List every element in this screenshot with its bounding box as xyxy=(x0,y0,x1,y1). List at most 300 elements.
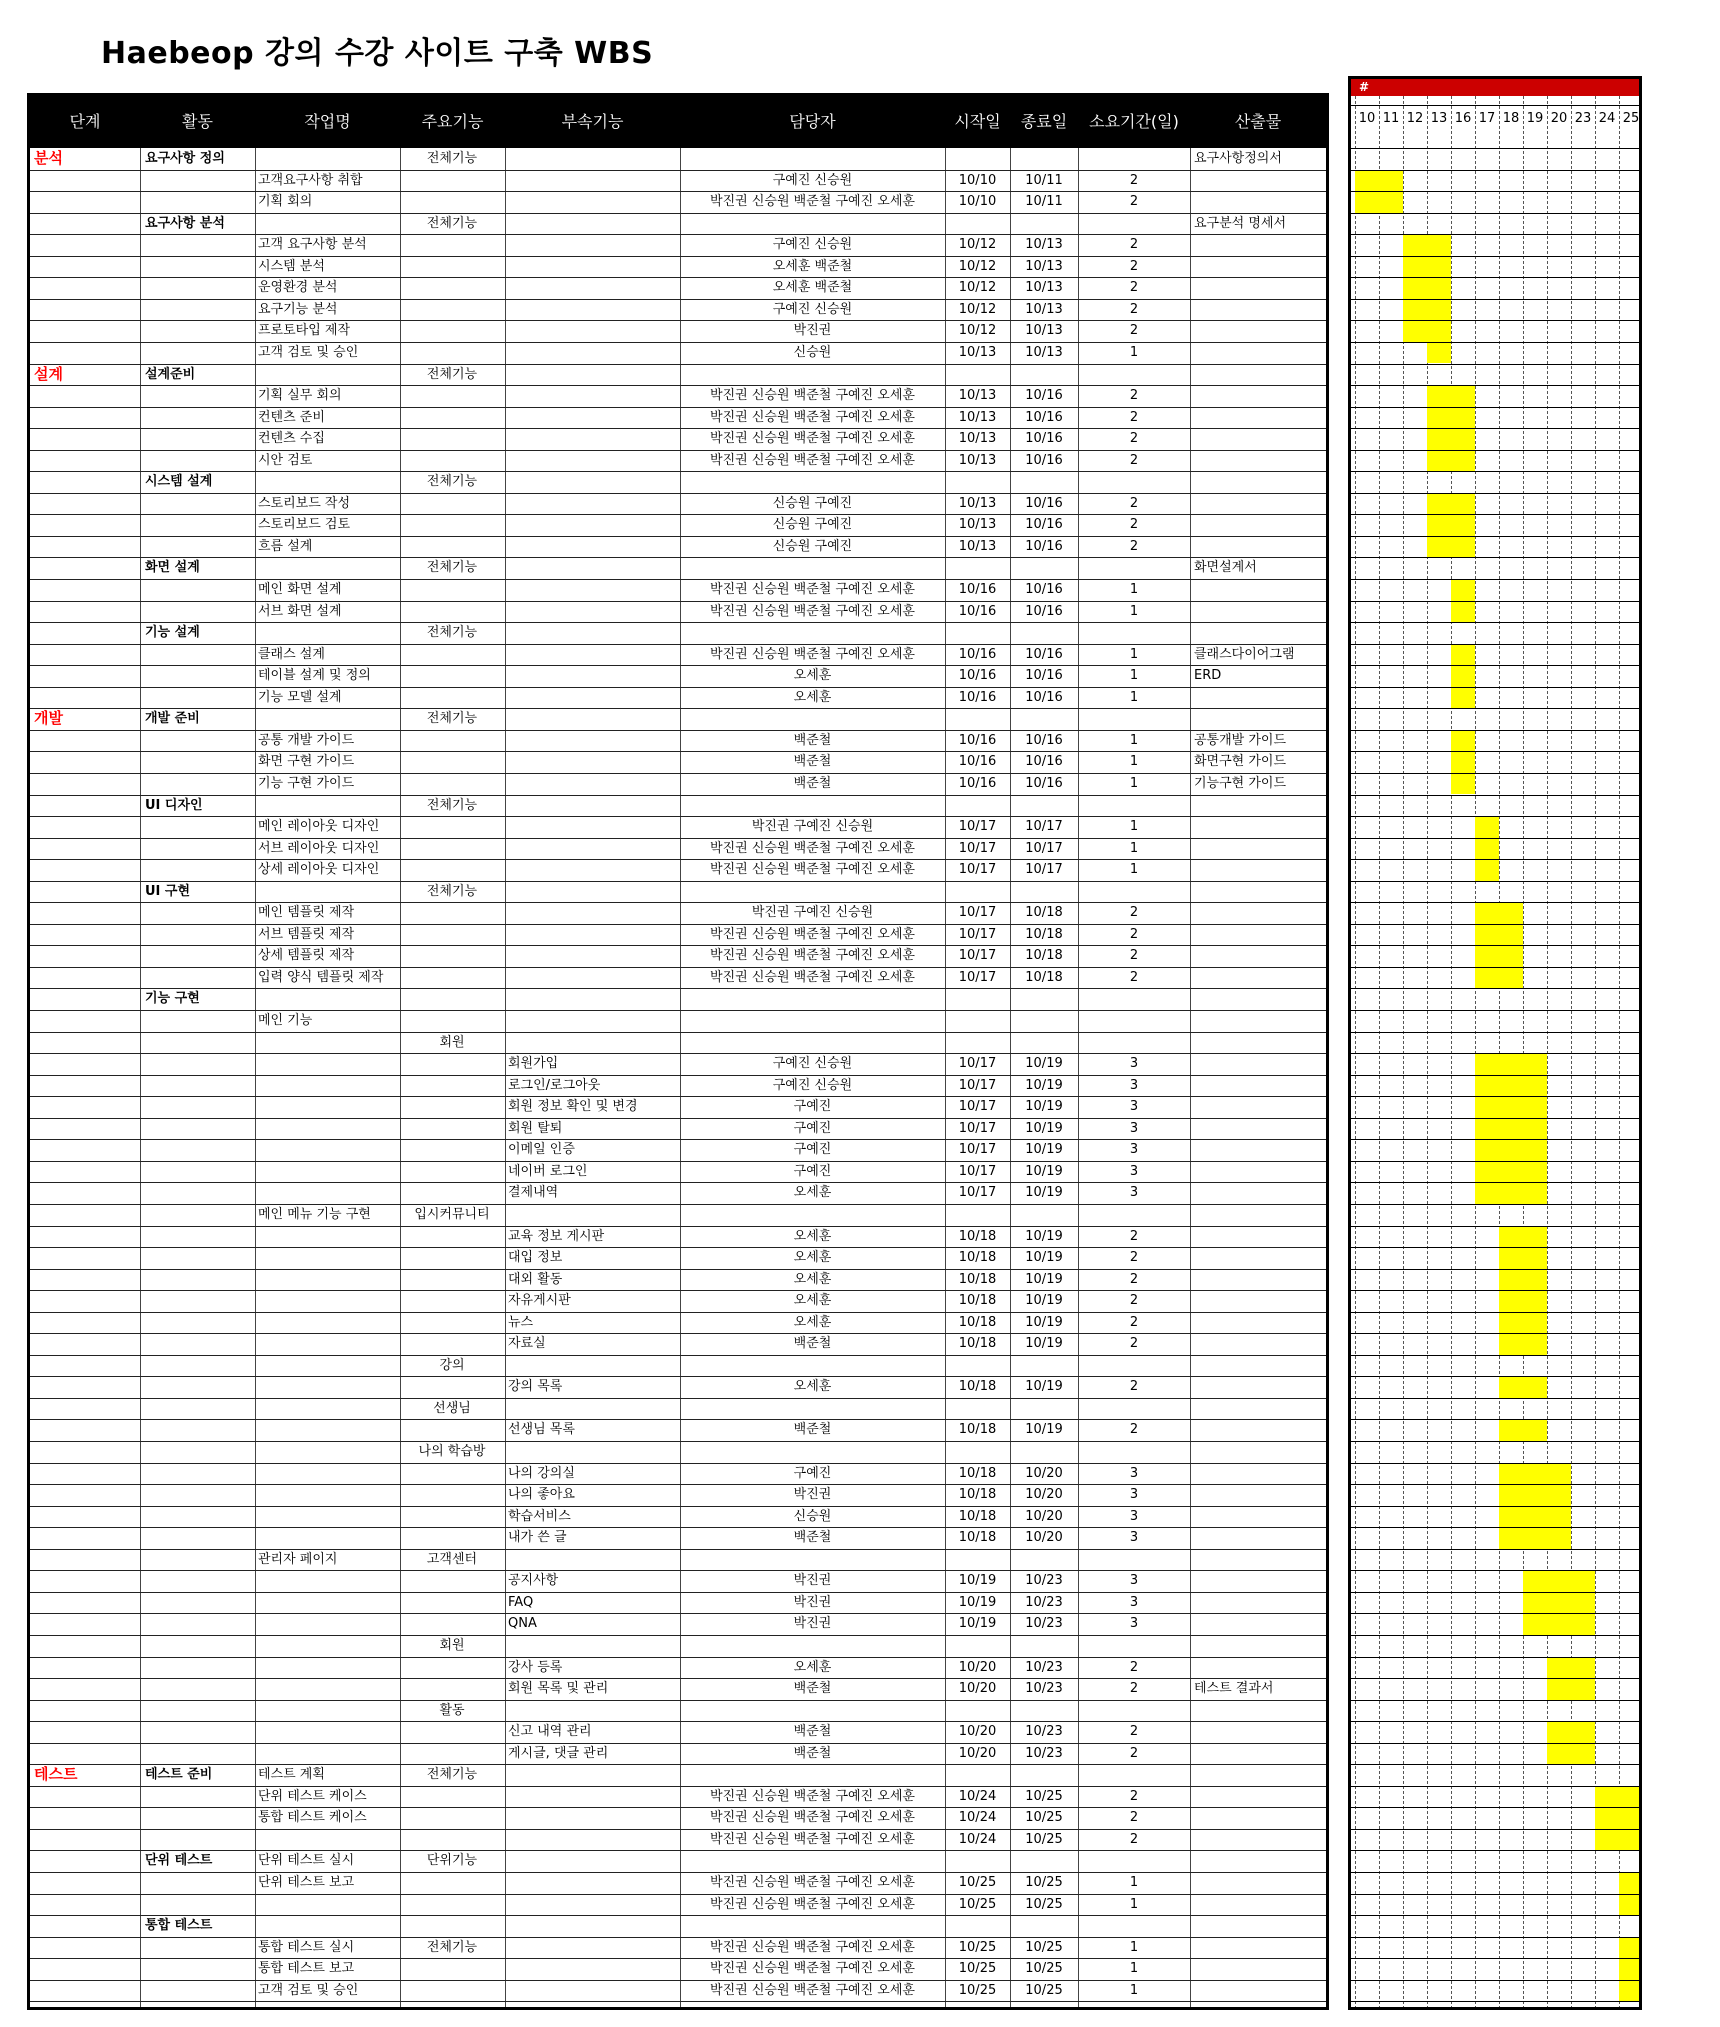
cell-sub: 신고 내역 관리 xyxy=(508,1724,592,1740)
gantt-row-line xyxy=(1351,1549,1639,1550)
row-divider xyxy=(30,1355,1326,1356)
cell-task: 단위 테스트 실시 xyxy=(258,1853,355,1869)
cell-sub: 로그인/로그아웃 xyxy=(508,1077,601,1093)
cell-dur: 2 xyxy=(1129,948,1139,964)
cell-dur: 1 xyxy=(1129,732,1139,748)
cell-sub: 회원 목록 및 관리 xyxy=(508,1681,609,1697)
gantt-row-line xyxy=(1351,1290,1639,1291)
cell-owner: 오세훈 xyxy=(793,1379,832,1395)
cell-end: 10/17 xyxy=(1025,862,1063,878)
cell-end: 10/16 xyxy=(1025,732,1063,748)
cell-dur: 2 xyxy=(1129,926,1139,942)
gantt-row-line xyxy=(1351,644,1639,645)
cell-output: 공통개발 가이드 xyxy=(1194,732,1287,748)
gantt-day-label: 24 xyxy=(1598,111,1616,126)
cell-start: 10/17 xyxy=(958,905,997,921)
gantt-task-bar xyxy=(1451,752,1475,773)
cell-start: 10/16 xyxy=(958,689,997,705)
cell-output: 테스트 결과서 xyxy=(1194,1681,1274,1697)
cell-dur: 2 xyxy=(1129,495,1139,511)
cell-end: 10/13 xyxy=(1025,323,1063,339)
cell-owner: 박진권 신승원 백준철 구예진 오세훈 xyxy=(710,969,915,985)
cell-sub: 게시글, 댓글 관리 xyxy=(508,1745,609,1761)
cell-end: 10/13 xyxy=(1025,280,1063,296)
gantt-task-bar xyxy=(1427,429,1475,450)
gantt-row-line xyxy=(1351,579,1639,580)
cell-start: 10/24 xyxy=(958,1788,997,1804)
cell-task: 기능 구현 가이드 xyxy=(258,775,355,791)
cell-task: 통합 테스트 실시 xyxy=(258,1939,355,1955)
gantt-task-bar xyxy=(1475,839,1499,860)
cell-task: 메인 화면 설계 xyxy=(258,582,342,597)
cell-owner: 구예진 xyxy=(793,1120,832,1136)
gantt-task-bar xyxy=(1499,1420,1547,1441)
cell-owner: 박진권 신승원 백준철 구예진 오세훈 xyxy=(710,1982,915,1998)
gantt-row-line xyxy=(1351,234,1639,235)
cell-dur: 2 xyxy=(1129,409,1139,425)
gantt-row-line xyxy=(1351,1506,1639,1507)
header-sub-function: 부속기능 xyxy=(561,112,624,131)
cell-start: 10/18 xyxy=(958,1530,997,1546)
gantt-row-line xyxy=(1351,622,1639,623)
cell-dur: 3 xyxy=(1129,1163,1139,1179)
cell-dur: 3 xyxy=(1129,1487,1139,1503)
cell-sub: FAQ xyxy=(508,1594,534,1610)
gantt-task-bar xyxy=(1427,343,1451,364)
cell-activity: 기능 설계 xyxy=(145,625,200,641)
cell-end: 10/16 xyxy=(1025,495,1063,511)
gantt-task-bar xyxy=(1475,1054,1547,1075)
cell-output: 클래스다이어그램 xyxy=(1194,646,1295,662)
gantt-task-bar xyxy=(1475,1097,1547,1118)
gantt-row-line xyxy=(1351,1463,1639,1464)
cell-sub: 회원가입 xyxy=(508,1056,559,1072)
cell-dur: 2 xyxy=(1129,1831,1139,1847)
gantt-day-label: 17 xyxy=(1478,111,1496,126)
gantt-row-line xyxy=(1351,1894,1639,1895)
row-divider xyxy=(30,1635,1326,1636)
cell-dur: 3 xyxy=(1129,1142,1139,1158)
header-end: 종료일 xyxy=(1020,112,1068,131)
cell-owner: 오세훈 xyxy=(793,689,832,705)
cell-start: 10/16 xyxy=(958,754,997,770)
cell-task: 고객 검토 및 승인 xyxy=(258,1982,359,1998)
gantt-task-bar xyxy=(1499,1507,1571,1528)
cell-task: 서브 화면 설계 xyxy=(258,603,342,619)
cell-end: 10/20 xyxy=(1025,1530,1063,1546)
gantt-row-line xyxy=(1351,1937,1639,1938)
cell-sub: 대외 활동 xyxy=(508,1271,563,1287)
gantt-task-bar xyxy=(1403,278,1451,299)
gantt-task-bar xyxy=(1475,1183,1547,1204)
cell-owner: 구예진 xyxy=(793,1142,832,1158)
cell-task: 고객 요구사항 분석 xyxy=(258,237,367,253)
gantt-row-line xyxy=(1351,1312,1639,1313)
cell-start: 10/13 xyxy=(958,344,997,360)
header-task: 작업명 xyxy=(304,112,351,131)
cell-end: 10/16 xyxy=(1025,646,1063,662)
cell-dur: 3 xyxy=(1129,1616,1139,1632)
gantt-day-label: 10 xyxy=(1358,111,1376,126)
cell-dur: 3 xyxy=(1129,1099,1139,1115)
cell-owner: 오세훈 백준철 xyxy=(772,280,853,296)
cell-sub: 회원 정보 확인 및 변경 xyxy=(508,1099,638,1115)
cell-sub: 자유게시판 xyxy=(508,1293,571,1309)
gantt-row-line xyxy=(1351,1678,1639,1679)
cell-start: 10/20 xyxy=(958,1724,997,1740)
cell-end: 10/19 xyxy=(1025,1379,1063,1395)
cell-start: 10/17 xyxy=(958,1163,997,1179)
gantt-task-bar xyxy=(1523,1614,1595,1635)
cell-start: 10/13 xyxy=(958,409,997,425)
cell-dur: 1 xyxy=(1129,668,1139,684)
cell-start: 10/19 xyxy=(958,1573,997,1589)
gantt-row-line xyxy=(1351,1635,1639,1636)
cell-dur: 2 xyxy=(1129,1659,1139,1675)
cell-start: 10/12 xyxy=(958,258,997,274)
cell-start: 10/17 xyxy=(958,819,997,835)
gantt-task-bar xyxy=(1499,1291,1547,1312)
cell-owner: 구예진 신승원 xyxy=(772,301,853,317)
cell-task: 테이블 설계 및 정의 xyxy=(258,668,371,684)
cell-end: 10/20 xyxy=(1025,1465,1063,1481)
cell-task: 기획 실무 회의 xyxy=(258,388,342,404)
cell-dur: 2 xyxy=(1129,388,1139,404)
cell-start: 10/16 xyxy=(958,646,997,662)
gantt-row-line xyxy=(1351,1570,1639,1571)
cell-main: 회원 xyxy=(439,1034,465,1050)
cell-task: 메인 레이아웃 디자인 xyxy=(258,819,380,835)
cell-owner: 박진권 신승원 백준철 구예진 오세훈 xyxy=(710,948,915,964)
gantt-task-bar xyxy=(1595,1787,1642,1808)
gantt-task-bar xyxy=(1499,1313,1547,1334)
gantt-task-bar xyxy=(1451,666,1475,687)
cell-output: 화면설계서 xyxy=(1194,560,1257,576)
cell-dur: 1 xyxy=(1129,862,1139,878)
cell-dur: 2 xyxy=(1129,301,1139,317)
cell-main: 전체기능 xyxy=(426,560,478,576)
row-divider xyxy=(30,2001,1326,2002)
cell-task: 서브 레이아웃 디자인 xyxy=(258,840,380,856)
gantt-task-bar xyxy=(1475,1119,1547,1140)
cell-task: 단위 테스트 케이스 xyxy=(258,1788,367,1804)
cell-start: 10/12 xyxy=(958,301,997,317)
cell-owner: 신승원 xyxy=(793,344,832,360)
cell-start: 10/17 xyxy=(958,1077,997,1093)
cell-activity: 화면 설계 xyxy=(145,560,200,576)
gantt-task-bar xyxy=(1475,946,1523,967)
cell-owner: 오세훈 백준철 xyxy=(772,258,853,274)
cell-end: 10/23 xyxy=(1025,1594,1063,1610)
cell-end: 10/16 xyxy=(1025,431,1063,447)
cell-end: 10/18 xyxy=(1025,926,1063,942)
cell-start: 10/18 xyxy=(958,1271,997,1287)
cell-owner: 구예진 신승원 xyxy=(772,172,853,188)
cell-end: 10/19 xyxy=(1025,1142,1063,1158)
cell-start: 10/10 xyxy=(958,172,997,188)
gantt-task-bar xyxy=(1619,1938,1642,1959)
cell-dur: 2 xyxy=(1129,194,1139,210)
gantt-row-line xyxy=(1351,1958,1639,1959)
cell-end: 10/16 xyxy=(1025,775,1063,791)
gantt-task-bar xyxy=(1499,1248,1547,1269)
cell-end: 10/25 xyxy=(1025,1810,1063,1826)
gantt-row-line xyxy=(1351,708,1639,709)
cell-owner: 구예진 신승원 xyxy=(772,1056,853,1072)
gantt-task-bar xyxy=(1547,1722,1595,1743)
gantt-row-line xyxy=(1351,1743,1639,1744)
cell-owner: 오세훈 xyxy=(793,1659,832,1675)
cell-task: 시스템 분석 xyxy=(258,258,325,274)
cell-end: 10/23 xyxy=(1025,1659,1063,1675)
cell-start: 10/17 xyxy=(958,1185,997,1201)
gantt-task-bar xyxy=(1427,515,1475,536)
cell-end: 10/16 xyxy=(1025,409,1063,425)
gantt-task-bar xyxy=(1499,1227,1547,1248)
cell-owner: 오세훈 xyxy=(793,1228,832,1244)
gantt-row-line xyxy=(1351,557,1639,558)
cell-task: 컨텐츠 수집 xyxy=(258,431,325,447)
cell-dur: 3 xyxy=(1129,1056,1139,1072)
cell-owner: 박진권 신승원 백준철 구예진 오세훈 xyxy=(710,409,915,425)
cell-end: 10/25 xyxy=(1025,1875,1063,1890)
cell-owner: 박진권 신승원 백준철 구예진 오세훈 xyxy=(710,431,915,447)
cell-start: 10/19 xyxy=(958,1594,997,1610)
cell-dur: 2 xyxy=(1129,258,1139,274)
gantt-row-line xyxy=(1351,299,1639,300)
cell-start: 10/18 xyxy=(958,1487,997,1503)
cell-end: 10/17 xyxy=(1025,819,1063,835)
gantt-task-bar xyxy=(1427,408,1475,429)
cell-end: 10/25 xyxy=(1025,1788,1063,1804)
cell-dur: 3 xyxy=(1129,1508,1139,1524)
gantt-row-line xyxy=(1351,730,1639,731)
cell-task: 고객요구사항 취합 xyxy=(258,172,363,188)
cell-start: 10/25 xyxy=(958,1982,997,1998)
cell-dur: 3 xyxy=(1129,1465,1139,1481)
header-phase: 단계 xyxy=(69,112,101,131)
cell-task: 고객 검토 및 승인 xyxy=(258,344,359,360)
gantt-task-bar xyxy=(1523,1571,1595,1592)
cell-owner: 박진권 신승원 백준철 구예진 오세훈 xyxy=(710,1831,915,1847)
gantt-task-bar xyxy=(1403,300,1451,321)
cell-start: 10/10 xyxy=(958,194,997,210)
cell-end: 10/16 xyxy=(1025,668,1063,684)
row-divider xyxy=(30,1549,1326,1550)
cell-main: 전체기능 xyxy=(426,711,478,727)
cell-end: 10/20 xyxy=(1025,1508,1063,1524)
cell-task: 관리자 페이지 xyxy=(258,1551,338,1567)
gantt-row-line xyxy=(1351,342,1639,343)
cell-owner: 오세훈 xyxy=(793,1314,832,1330)
cell-owner: 오세훈 xyxy=(793,1293,832,1309)
cell-dur: 3 xyxy=(1129,1077,1139,1093)
cell-start: 10/13 xyxy=(958,452,997,468)
cell-task: 통합 테스트 보고 xyxy=(258,1961,355,1977)
cell-owner: 박진권 신승원 백준철 구예진 오세훈 xyxy=(710,388,915,404)
gantt-row-line xyxy=(1351,450,1639,451)
cell-dur: 3 xyxy=(1129,1120,1139,1136)
cell-end: 10/18 xyxy=(1025,969,1063,985)
cell-start: 10/17 xyxy=(958,840,997,856)
gantt-row-line xyxy=(1351,2001,1639,2002)
gantt-task-bar xyxy=(1499,1485,1571,1506)
cell-dur: 2 xyxy=(1129,1810,1139,1826)
cell-dur: 1 xyxy=(1129,754,1139,770)
cell-start: 10/12 xyxy=(958,280,997,296)
cell-phase: 테스트 xyxy=(34,1765,78,1784)
cell-output: 기능구현 가이드 xyxy=(1194,775,1287,791)
cell-end: 10/11 xyxy=(1025,172,1063,188)
gantt-row-line xyxy=(1351,881,1639,882)
cell-end: 10/19 xyxy=(1025,1250,1063,1266)
gantt-task-bar xyxy=(1355,192,1403,213)
gantt-row-line xyxy=(1351,514,1639,515)
column-divider xyxy=(400,148,401,2007)
cell-dur: 2 xyxy=(1129,237,1139,253)
cell-activity: 테스트 준비 xyxy=(145,1767,213,1783)
cell-task: 테스트 계획 xyxy=(258,1767,325,1783)
cell-end: 10/19 xyxy=(1025,1228,1063,1244)
cell-start: 10/16 xyxy=(958,775,997,791)
gantt-task-bar xyxy=(1427,451,1475,472)
gantt-row-line xyxy=(1351,1376,1639,1377)
gantt-row-line xyxy=(1351,428,1639,429)
gantt-task-bar xyxy=(1595,1808,1642,1829)
gantt-row-line xyxy=(1351,1657,1639,1658)
gantt-task-bar xyxy=(1619,1959,1642,1980)
gantt-marker: # xyxy=(1359,80,1370,94)
cell-owner: 백준철 xyxy=(793,1422,832,1438)
cell-owner: 구예진 xyxy=(793,1099,832,1115)
cell-owner: 박진권 신승원 백준철 구예진 오세훈 xyxy=(710,603,915,619)
row-divider xyxy=(30,1700,1326,1701)
gantt-task-bar xyxy=(1475,903,1523,924)
gantt-task-bar xyxy=(1355,171,1403,192)
gantt-task-bar xyxy=(1475,1140,1547,1161)
cell-phase: 개발 xyxy=(34,709,63,728)
cell-task: 기획 회의 xyxy=(258,194,313,210)
cell-sub: 교육 정보 게시판 xyxy=(508,1228,605,1244)
gantt-row-line xyxy=(1351,795,1639,796)
gantt-day-label: 11 xyxy=(1382,111,1400,126)
cell-end: 10/25 xyxy=(1025,1961,1063,1977)
cell-main: 활동 xyxy=(439,1702,465,1718)
cell-dur: 2 xyxy=(1129,969,1139,985)
cell-end: 10/16 xyxy=(1025,582,1063,597)
cell-start: 10/18 xyxy=(958,1250,997,1266)
cell-end: 10/17 xyxy=(1025,840,1063,856)
cell-sub: 강의 목록 xyxy=(508,1379,563,1395)
cell-dur: 2 xyxy=(1129,1379,1139,1395)
gantt-day-label: 23 xyxy=(1574,111,1592,126)
cell-start: 10/25 xyxy=(958,1875,997,1890)
cell-dur: 1 xyxy=(1129,603,1139,619)
row-divider xyxy=(30,1204,1326,1205)
cell-end: 10/19 xyxy=(1025,1314,1063,1330)
cell-owner: 박진권 신승원 백준철 구예진 오세훈 xyxy=(710,1939,915,1955)
gantt-row-line xyxy=(1351,256,1639,257)
gantt-header-bar xyxy=(1351,79,1639,96)
cell-end: 10/19 xyxy=(1025,1099,1063,1115)
cell-start: 10/18 xyxy=(958,1314,997,1330)
cell-dur: 1 xyxy=(1129,1982,1139,1998)
cell-end: 10/13 xyxy=(1025,258,1063,274)
cell-sub: 나의 좋아요 xyxy=(508,1487,575,1503)
cell-owner: 백준철 xyxy=(793,1681,832,1697)
cell-task: 클래스 설계 xyxy=(258,646,325,662)
cell-end: 10/23 xyxy=(1025,1745,1063,1761)
gantt-task-bar xyxy=(1451,602,1475,623)
cell-end: 10/19 xyxy=(1025,1077,1063,1093)
cell-dur: 1 xyxy=(1129,689,1139,705)
cell-activity: 설계준비 xyxy=(145,366,196,382)
cell-dur: 1 xyxy=(1129,1875,1139,1890)
cell-end: 10/23 xyxy=(1025,1724,1063,1740)
cell-task: 프로토타입 제작 xyxy=(258,323,351,339)
cell-sub: 강사 등록 xyxy=(508,1659,563,1675)
cell-main: 회원 xyxy=(439,1637,465,1653)
gantt-task-bar xyxy=(1475,925,1523,946)
cell-start: 10/18 xyxy=(958,1293,997,1309)
cell-end: 10/19 xyxy=(1025,1163,1063,1179)
gantt-row-line xyxy=(1351,148,1639,149)
cell-owner: 신승원 구예진 xyxy=(772,495,853,511)
cell-owner: 박진권 신승원 백준철 구예진 오세훈 xyxy=(710,1896,915,1912)
cell-start: 10/25 xyxy=(958,1939,997,1955)
cell-start: 10/24 xyxy=(958,1810,997,1826)
cell-main: 전체기능 xyxy=(426,474,478,490)
cell-end: 10/16 xyxy=(1025,754,1063,770)
cell-owner: 신승원 구예진 xyxy=(772,517,853,533)
cell-end: 10/13 xyxy=(1025,344,1063,360)
cell-start: 10/17 xyxy=(958,948,997,964)
cell-task: 메인 메뉴 기능 구현 xyxy=(258,1206,371,1222)
gantt-row-line xyxy=(1351,687,1639,688)
cell-start: 10/17 xyxy=(958,1099,997,1115)
cell-sub: 내가 쓴 글 xyxy=(508,1530,567,1546)
cell-owner: 박진권 신승원 백준철 구예진 오세훈 xyxy=(710,582,915,597)
cell-owner: 오세훈 xyxy=(793,1271,832,1287)
cell-start: 10/20 xyxy=(958,1681,997,1697)
cell-owner: 구예진 xyxy=(793,1163,832,1179)
cell-dur: 3 xyxy=(1129,1573,1139,1589)
cell-dur: 1 xyxy=(1129,1896,1139,1912)
cell-activity: UI 구현 xyxy=(145,883,191,899)
cell-start: 10/12 xyxy=(958,323,997,339)
gantt-task-bar xyxy=(1619,1873,1642,1894)
cell-dur: 2 xyxy=(1129,1228,1139,1244)
column-divider xyxy=(255,148,256,2007)
cell-owner: 박진권 신승원 백준철 구예진 오세훈 xyxy=(710,862,915,878)
cell-owner: 박진권 xyxy=(793,1594,832,1610)
gantt-day-label: 13 xyxy=(1430,111,1448,126)
cell-phase: 분석 xyxy=(34,149,63,167)
cell-task: 입력 양식 템플릿 제작 xyxy=(258,969,384,985)
gantt-header-line xyxy=(1351,105,1639,106)
cell-start: 10/25 xyxy=(958,1961,997,1977)
cell-task: 공통 개발 가이드 xyxy=(258,732,355,748)
cell-start: 10/17 xyxy=(958,926,997,942)
gantt-row-line xyxy=(1351,471,1639,472)
cell-start: 10/17 xyxy=(958,1056,997,1072)
cell-dur: 3 xyxy=(1129,1185,1139,1201)
header-duration: 소요기간(일) xyxy=(1089,112,1179,131)
cell-owner: 구예진 xyxy=(793,1465,832,1481)
cell-dur: 2 xyxy=(1129,452,1139,468)
cell-owner: 구예진 신승원 xyxy=(772,1077,853,1093)
gantt-row-line xyxy=(1351,1269,1639,1270)
